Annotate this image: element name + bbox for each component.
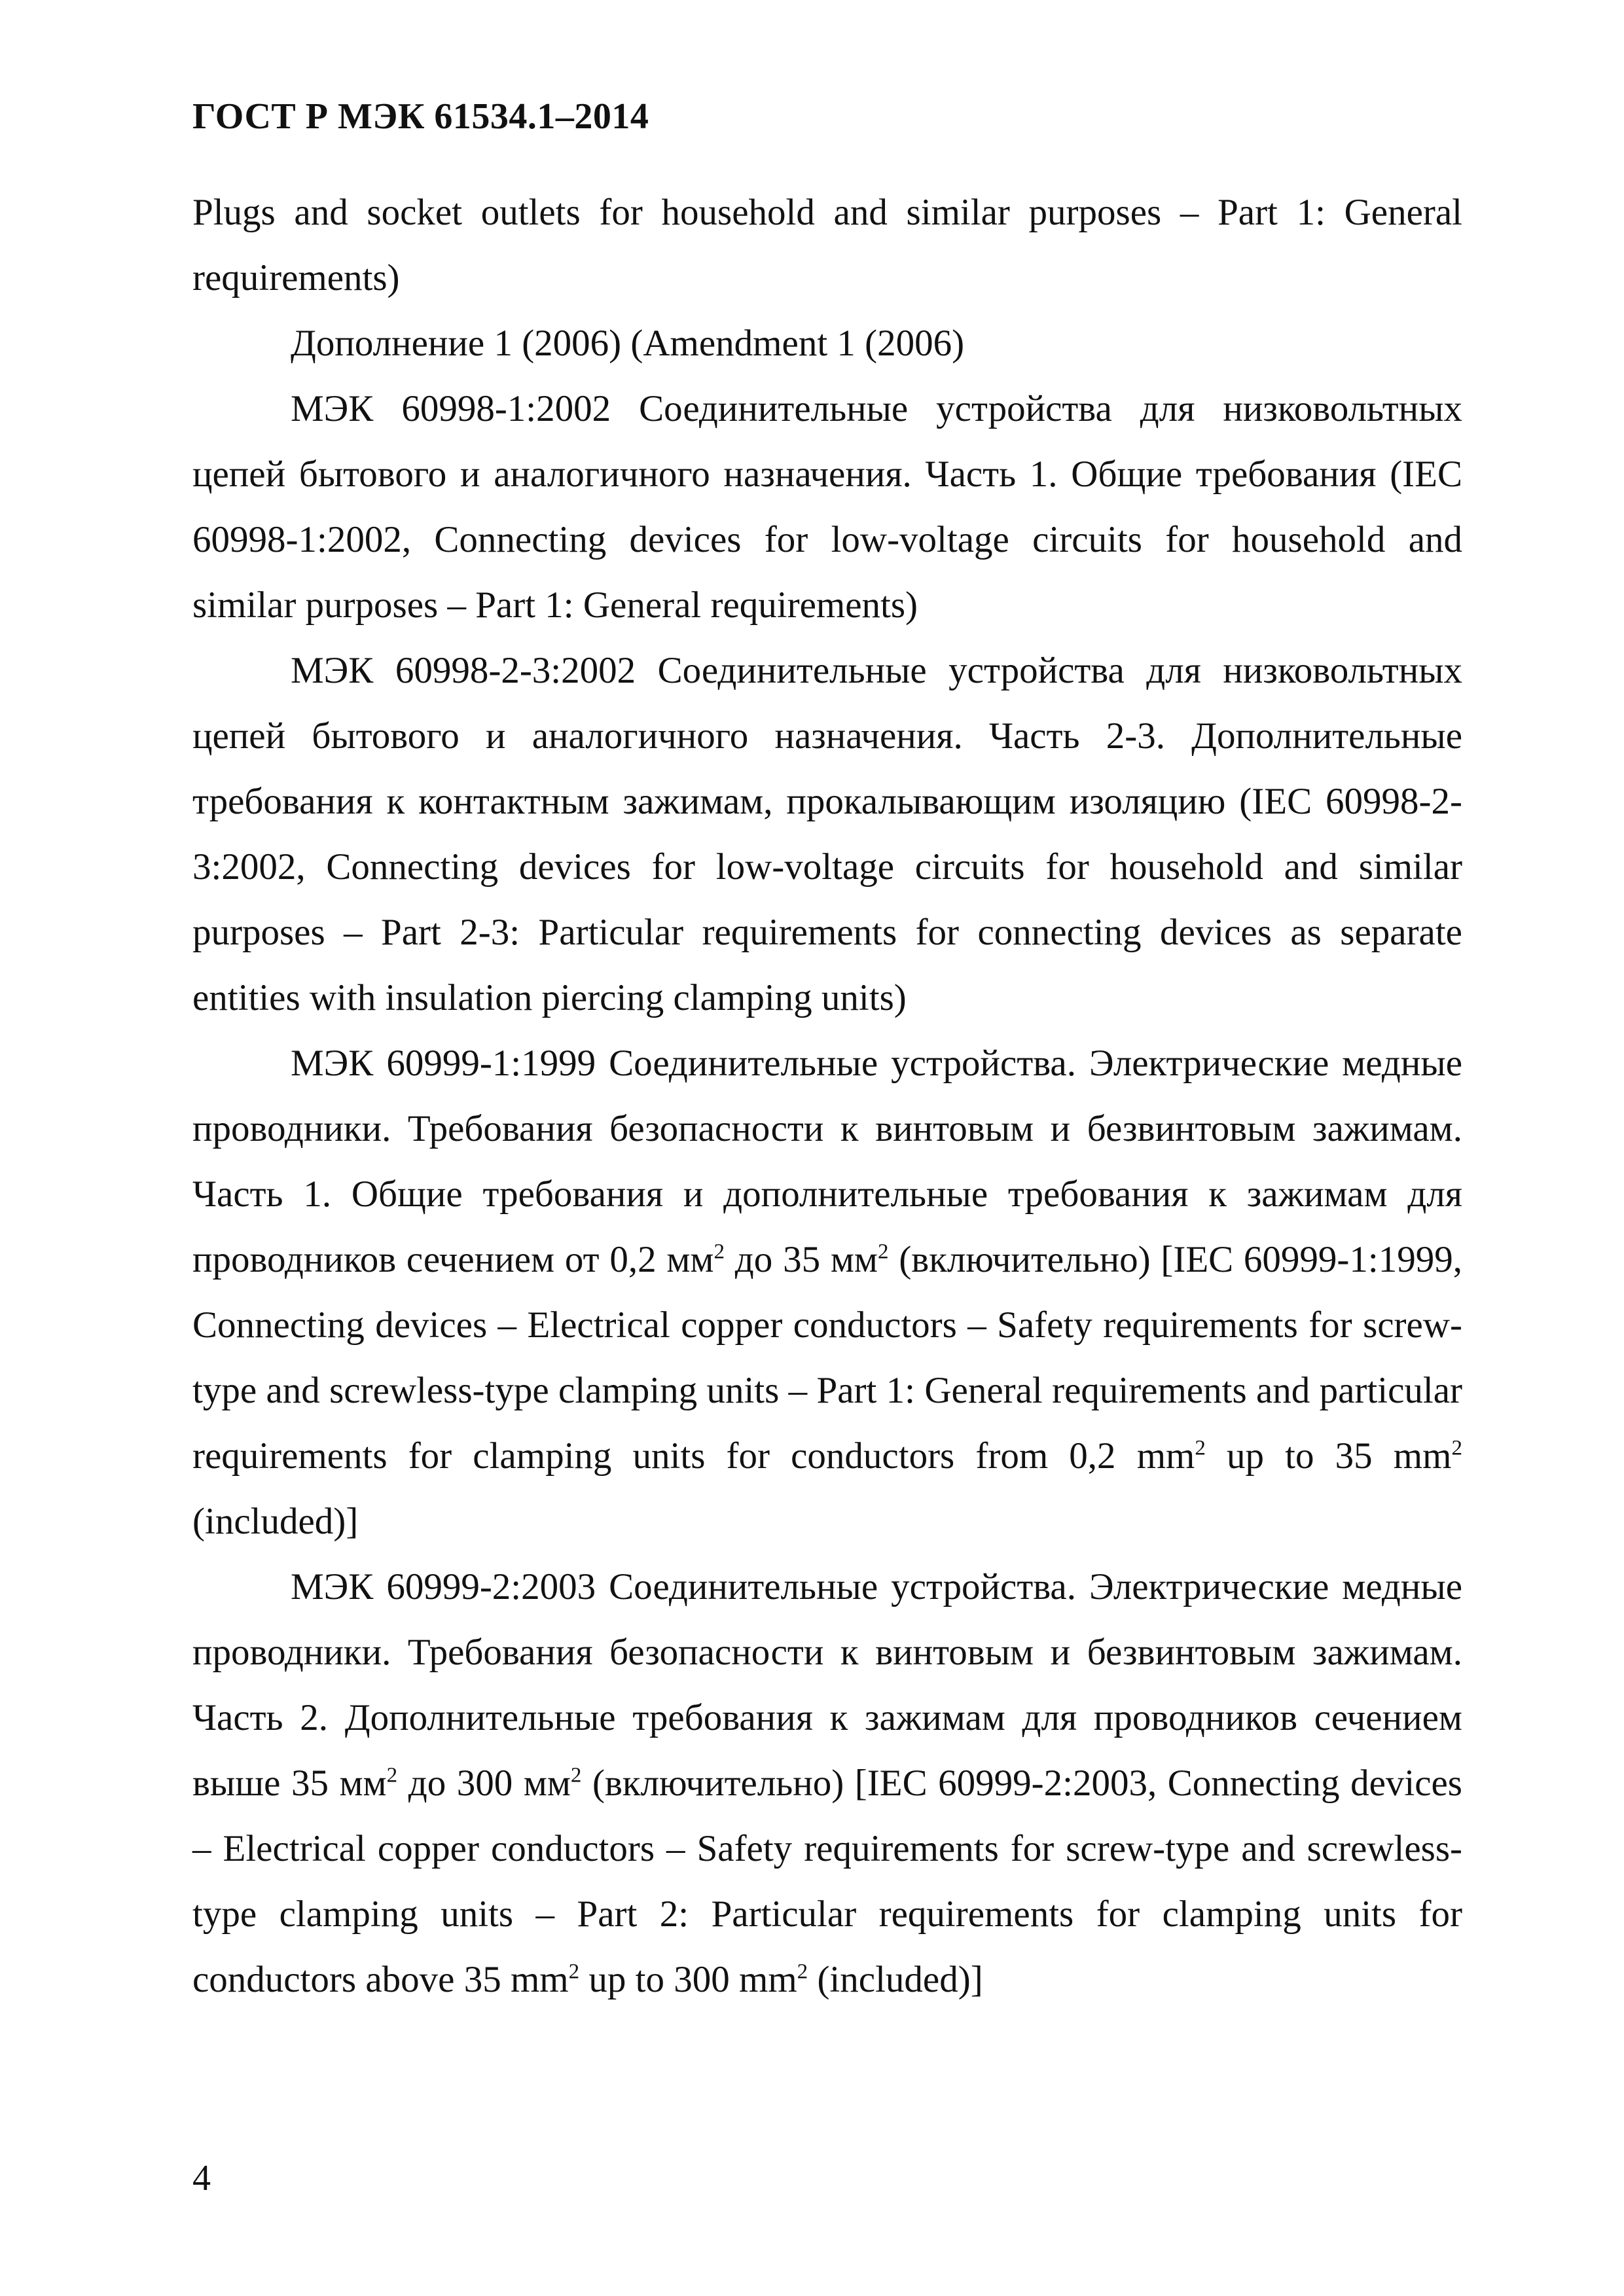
text-segment: (included)] (808, 1959, 983, 2000)
superscript: 2 (713, 1240, 725, 1264)
p-iec60999-2 (192, 1554, 1462, 2013)
p-iec60998-1 (192, 376, 1462, 638)
superscript: 2 (1195, 1436, 1206, 1460)
page-number: 4 (192, 2158, 211, 2198)
text-segment: до 300 мм (397, 1763, 571, 1804)
p-iec60999-1 (192, 1031, 1462, 1554)
document-body (192, 180, 1462, 2013)
text-segment: до 35 мм (725, 1239, 878, 1280)
text-segment: Дополнение 1 (2006) (Amendment 1 (2006) (291, 323, 965, 364)
document-header: ГОСТ Р МЭК 61534.1–2014 (192, 96, 649, 137)
p-amendment (192, 311, 1462, 376)
text-segment: МЭК 60999-2:2003 Соединительные устройства. Электрические медные проводники. Требования безопасности к винтовым и безвинтовым зажимам. Часть 2. Дополнительные требования к зажимам для проводников сечением выше 35 мм (192, 1566, 1462, 1804)
superscript: 2 (568, 1960, 580, 1984)
text-segment: МЭК 60998-2-3:2002 Соединительные устройства для низковольтных цепей бытового и аналогичного назначения. Часть 2-3. Дополнительные требования к контактным зажимам, прокалывающим изоляцию (IEC 60998-2-3:2002, Connecting devices for low-voltage circuits for household and similar purposes – Part 2-3: Particular requirements for connecting devices as separate entities with insulation piercing clamping units) (192, 650, 1462, 1018)
superscript: 2 (570, 1763, 582, 1787)
p-iec60998-2-3 (192, 638, 1462, 1031)
superscript: 2 (386, 1763, 398, 1787)
text-segment: (included)] (192, 1501, 359, 1542)
text-segment: МЭК 60998-1:2002 Соединительные устройства для низковольтных цепей бытового и аналогичного назначения. Часть 1. Общие требования (IEC 60998-1:2002, Connecting devices for low-voltage circuits for household and similar purposes – Part 1: General requirements) (192, 388, 1462, 626)
superscript: 2 (797, 1960, 808, 1984)
text-segment: Plugs and socket outlets for household and similar purposes – Part 1: General requirements) (192, 192, 1462, 298)
text-segment: (включительно) [IEC 60999-2:2003, Connecting devices – Electrical copper conductors – Safety requirements for screw-type and screwless-type clamping units – Part 2: Particular requirements for clamping units for conductors above 35 mm (192, 1763, 1462, 2000)
p-ref-iec60884-cont (192, 180, 1462, 311)
superscript: 2 (1451, 1436, 1462, 1460)
text-segment: (включительно) [IEC 60999-1:1999, Connecting devices – Electrical copper conductors – Safety requirements for screw-type and screwless-type clamping units – Part 1: General requirements and particular requirements for clamping units for conductors from 0,2 mm (192, 1239, 1462, 1477)
text-segment: up to 35 mm (1205, 1435, 1452, 1477)
superscript: 2 (878, 1240, 889, 1264)
text-segment: up to 300 mm (579, 1959, 797, 2000)
text-segment: МЭК 60999-1:1999 Соединительные устройства. Электрические медные проводники. Требования безопасности к винтовым и безвинтовым зажимам. Часть 1. Общие требования и дополнительные требования к зажимам для проводников сечением от 0,2 мм (192, 1043, 1462, 1280)
